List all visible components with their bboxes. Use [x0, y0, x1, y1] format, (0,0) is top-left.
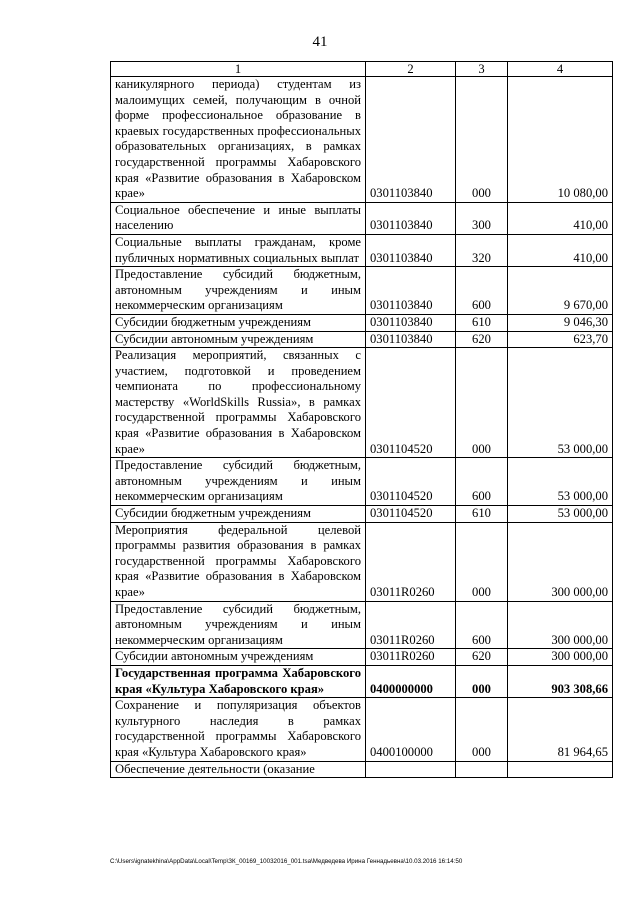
row-name: Мероприятия федеральной целевой программы развития образования в рамках государственной программы Хабаровского края «Развитие образования в Хабаровском крае»: [111, 522, 366, 601]
table-row: [111, 348, 613, 458]
row-name: Социальные выплаты гражданам, кроме публичных нормативных социальных выплат: [111, 234, 366, 266]
row-expense-type: 320: [456, 234, 508, 266]
row-amount: 53 000,00: [508, 506, 613, 523]
row-code: 0301103840: [366, 331, 456, 348]
row-name: Субсидии автономным учреждениям: [111, 331, 366, 348]
row-expense-type: 620: [456, 649, 508, 666]
row-code: 0301103840: [366, 77, 456, 203]
row-code: [366, 761, 456, 778]
row-expense-type: 000: [456, 522, 508, 601]
table-row: [111, 458, 613, 506]
table-header-row: [111, 62, 613, 77]
table-body: [111, 77, 613, 778]
row-amount: 53 000,00: [508, 348, 613, 458]
row-name: Предоставление субсидий бюджетным, автономным учреждениям и иным некоммерческим организациям: [111, 458, 366, 506]
row-amount: 10 080,00: [508, 77, 613, 203]
header-col-3: 3: [456, 62, 508, 77]
row-name: Социальное обеспечение и иные выплаты населению: [111, 202, 366, 234]
row-code: 0301104520: [366, 506, 456, 523]
row-name: Предоставление субсидий бюджетным, автономным учреждениям и иным некоммерческим организациям: [111, 601, 366, 649]
row-amount: 53 000,00: [508, 458, 613, 506]
table-row: [111, 761, 613, 778]
row-expense-type: 000: [456, 665, 508, 697]
row-code: 0400100000: [366, 698, 456, 761]
row-expense-type: 300: [456, 202, 508, 234]
row-amount: 903 308,66: [508, 665, 613, 697]
budget-table: [110, 61, 613, 778]
header-col-2: 2: [366, 62, 456, 77]
table-row: [111, 202, 613, 234]
row-amount: 300 000,00: [508, 522, 613, 601]
row-expense-type: 600: [456, 458, 508, 506]
row-amount: [508, 761, 613, 778]
page-number: 41: [312, 34, 328, 50]
row-expense-type: 000: [456, 77, 508, 203]
row-code: 0301104520: [366, 458, 456, 506]
table-row: [111, 234, 613, 266]
row-expense-type: 600: [456, 601, 508, 649]
row-amount: 410,00: [508, 234, 613, 266]
table-row: [111, 665, 613, 697]
row-name: Реализация мероприятий, связанных с участием, подготовкой и проведением чемпионата по профессиональному мастерству «WorldSkills Russia», в рамках государственной программы Хабаровского края «Развитие образования в Хабаровском крае»: [111, 348, 366, 458]
row-code: 0301103840: [366, 314, 456, 331]
table-row: [111, 331, 613, 348]
row-amount: 300 000,00: [508, 601, 613, 649]
row-code: 03011R0260: [366, 649, 456, 666]
row-code: 03011R0260: [366, 522, 456, 601]
table-row: [111, 649, 613, 666]
row-code: 03011R0260: [366, 601, 456, 649]
table-row: [111, 601, 613, 649]
row-amount: 9 670,00: [508, 267, 613, 315]
row-expense-type: 620: [456, 331, 508, 348]
table-row: [111, 506, 613, 523]
row-amount: 9 046,30: [508, 314, 613, 331]
row-expense-type: 000: [456, 348, 508, 458]
row-name: Сохранение и популяризация объектов культурного наследия в рамках государственной программы Хабаровского края «Культура Хабаровского края»: [111, 698, 366, 761]
table-row: [111, 314, 613, 331]
header-col-4: 4: [508, 62, 613, 77]
table-row: [111, 267, 613, 315]
row-name: Субсидии бюджетным учреждениям: [111, 314, 366, 331]
table-row: [111, 522, 613, 601]
row-amount: 623,70: [508, 331, 613, 348]
footer-file-path: C:\Users\ignatekhina\AppData\Local\Temp\ЗК_00169_10032016_001.tsa\Медведева Ирина Геннадьевна\10.03.2016 16:14:50: [110, 858, 463, 865]
header-col-1: 1: [111, 62, 366, 77]
table-row: [111, 77, 613, 203]
row-code: 0301104520: [366, 348, 456, 458]
row-code: 0400000000: [366, 665, 456, 697]
row-expense-type: 000: [456, 698, 508, 761]
table-row: [111, 698, 613, 761]
row-code: 0301103840: [366, 267, 456, 315]
row-expense-type: 600: [456, 267, 508, 315]
row-amount: 300 000,00: [508, 649, 613, 666]
row-code: 0301103840: [366, 202, 456, 234]
row-code: 0301103840: [366, 234, 456, 266]
row-name: Субсидии бюджетным учреждениям: [111, 506, 366, 523]
row-name: Субсидии автономным учреждениям: [111, 649, 366, 666]
row-name: Обеспечение деятельности (оказание: [111, 761, 366, 778]
row-name: каникулярного периода) студентам из малоимущих семей, получающим в очной форме профессиональное образование в краевых государственных профессиональных образовательных организациях, в рамках государственной программы Хабаровского края «Развитие образования в Хабаровском крае»: [111, 77, 366, 203]
row-expense-type: 610: [456, 506, 508, 523]
row-amount: 81 964,65: [508, 698, 613, 761]
row-name: Государственная программа Хабаровского края «Культура Хабаровского края»: [111, 665, 366, 697]
row-expense-type: 610: [456, 314, 508, 331]
row-expense-type: [456, 761, 508, 778]
row-amount: 410,00: [508, 202, 613, 234]
row-name: Предоставление субсидий бюджетным, автономным учреждениям и иным некоммерческим организациям: [111, 267, 366, 315]
